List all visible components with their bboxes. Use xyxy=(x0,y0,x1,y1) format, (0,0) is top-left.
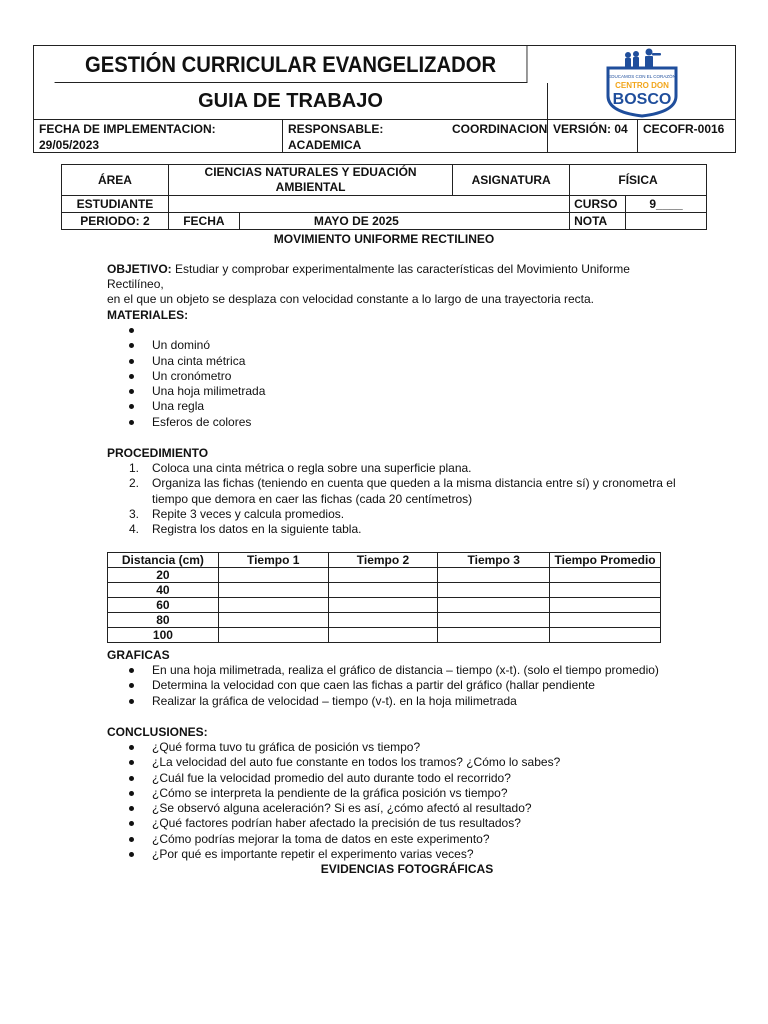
table-row xyxy=(108,628,661,643)
objetivo-text-1: Estudiar y comprobar experimentalmente las características del Movimiento Uniforme Rectilíneo, xyxy=(107,262,630,291)
logo-name-top: CENTRO DON xyxy=(615,81,669,90)
table-row xyxy=(108,598,661,613)
list-item: ¿Cuál fue la velocidad promedio del auto durante todo el recorrido? xyxy=(107,771,687,786)
list-item: ¿Qué forma tuvo tu gráfica de posición vs tiempo? xyxy=(107,740,687,755)
conclusiones-section xyxy=(107,725,687,862)
table-row xyxy=(108,568,661,583)
responsable-value: COORDINACION xyxy=(452,122,548,136)
materiales-heading: MATERIALES: xyxy=(107,308,189,322)
asignatura-value: FÍSICA xyxy=(570,165,707,196)
fecha-value-text: MAYO DE 2025 xyxy=(313,213,399,228)
input-cell[interactable] xyxy=(550,598,661,613)
responsable-label: RESPONSABLE: xyxy=(288,122,384,136)
area-label: ÁREA xyxy=(62,165,169,196)
table-header-row xyxy=(108,553,661,568)
don-bosco-logo xyxy=(548,46,735,120)
fecha-implementacion: FECHA DE IMPLEMENTACION: 29/05/2023 xyxy=(34,120,283,153)
header-subtitle: GUIA DE TRABAJO xyxy=(34,83,548,120)
materiales-section xyxy=(107,308,667,430)
input-cell[interactable] xyxy=(438,568,550,583)
estudiante-value[interactable] xyxy=(168,196,569,213)
list-item: ¿Se observó alguna aceleración? Si es así, ¿cómo afectó al resultado? xyxy=(107,801,687,816)
asignatura-label: ASIGNATURA xyxy=(453,165,570,196)
input-cell[interactable] xyxy=(328,628,438,643)
list-item: 4. Registra los datos en la siguiente tabla. xyxy=(129,522,362,537)
column-header: Tiempo 3 xyxy=(438,553,550,568)
input-cell[interactable] xyxy=(550,613,661,628)
responsable-cell xyxy=(283,120,548,153)
input-cell[interactable] xyxy=(438,583,550,598)
objetivo-text-2: en el que un objeto se desplaza con velocidad constante a lo largo de una trayectoria recta. xyxy=(107,292,594,306)
list-item: Una regla xyxy=(107,399,667,414)
list-item: ¿Cómo se interpreta la pendiente de la gráfica posición vs tiempo? xyxy=(107,786,687,801)
input-cell[interactable] xyxy=(328,598,438,613)
list-item: Determina la velocidad con que caen las fichas a partir del gráfico (hallar pendiente xyxy=(107,678,687,693)
list-item: ¿La velocidad del auto fue constante en todos los tramos? ¿Cómo lo sabes? xyxy=(107,755,687,770)
list-item: Un cronómetro xyxy=(107,369,667,384)
input-cell[interactable] xyxy=(550,583,661,598)
list-item: Esferos de colores xyxy=(107,415,667,430)
list-item: Una hoja milimetrada xyxy=(107,384,667,399)
list-item: ¿Cómo podrías mejorar la toma de datos en este experimento? xyxy=(107,832,687,847)
table-row xyxy=(108,613,661,628)
info-table xyxy=(61,164,707,230)
conclusiones-heading: CONCLUSIONES: xyxy=(107,725,208,739)
table-row xyxy=(108,583,661,598)
objetivo-label: OBJETIVO: xyxy=(107,262,172,276)
document-title: MOVIMIENTO UNIFORME RECTILINEO xyxy=(273,232,495,246)
list-item: 3. Repite 3 veces y calcula promedios. xyxy=(129,506,345,521)
list-item: Un dominó xyxy=(107,338,667,353)
list-item xyxy=(107,323,667,338)
input-cell[interactable] xyxy=(328,613,438,628)
distance-cell: 40 xyxy=(108,583,219,598)
input-cell[interactable] xyxy=(328,568,438,583)
list-item: ¿Por qué es importante repetir el experimento varias veces? xyxy=(107,847,687,862)
conclusiones-list xyxy=(107,740,687,862)
input-cell[interactable] xyxy=(550,628,661,643)
logo-name-main: BOSCO xyxy=(612,91,672,108)
logo-tagline: EDUCAMOS CON EL CORAZÓN xyxy=(608,74,676,79)
periodo-label: PERIODO: 2 xyxy=(62,213,169,230)
column-header: Tiempo Promedio xyxy=(550,553,661,568)
list-item: En una hoja milimetrada, realiza el gráfico de distancia – tiempo (x-t). (solo el tiempo promedio) xyxy=(107,663,687,678)
graficas-heading: GRAFICAS xyxy=(107,648,170,662)
input-cell[interactable] xyxy=(218,598,328,613)
materiales-list xyxy=(107,323,667,430)
area-value: CIENCIAS NATURALES Y EDUACIÓN AMBIENTAL xyxy=(168,165,452,196)
logo-cell xyxy=(548,46,735,120)
graficas-section xyxy=(107,648,687,709)
input-cell[interactable] xyxy=(218,628,328,643)
input-cell[interactable] xyxy=(438,628,550,643)
fecha-value xyxy=(239,213,569,230)
graficas-list xyxy=(107,663,687,709)
nota-label: NOTA xyxy=(570,213,626,230)
column-header: Distancia (cm) xyxy=(108,553,219,568)
estudiante-label: ESTUDIANTE xyxy=(62,196,169,213)
version: VERSIÓN: 04 xyxy=(548,120,638,153)
list-item: 1. Coloca una cinta métrica o regla sobre una superficie plana. xyxy=(129,461,472,475)
input-cell[interactable] xyxy=(218,613,328,628)
objetivo-section xyxy=(107,262,667,307)
distance-cell: 80 xyxy=(108,613,219,628)
column-header: Tiempo 1 xyxy=(218,553,328,568)
list-item: Realizar la gráfica de velocidad – tiempo (v-t). en la hoja milimetrada xyxy=(107,694,687,709)
list-item: Una cinta métrica xyxy=(107,354,667,369)
data-table xyxy=(107,552,661,643)
evidencias-heading: EVIDENCIAS FOTOGRÁFICAS xyxy=(320,862,494,876)
column-header: Tiempo 2 xyxy=(328,553,438,568)
input-cell[interactable] xyxy=(218,583,328,598)
header-title: GESTIÓN CURRICULAR EVANGELIZADOR xyxy=(55,46,528,83)
procedimiento-heading: PROCEDIMIENTO xyxy=(107,446,209,460)
procedimiento-list xyxy=(107,461,677,537)
distance-cell: 100 xyxy=(108,628,219,643)
input-cell[interactable] xyxy=(438,598,550,613)
input-cell[interactable] xyxy=(438,613,550,628)
responsable-value-2: ACADEMICA xyxy=(288,138,362,152)
list-item: 2. Organiza las fichas (teniendo en cuenta que queden a la misma distancia entre sí) y cronometra el tiempo que demora en caer las fichas (cada 20 centímetros) xyxy=(129,476,676,506)
fecha-label: FECHA xyxy=(168,213,239,230)
input-cell[interactable] xyxy=(550,568,661,583)
curso-value[interactable]: 9____ xyxy=(626,196,707,213)
distance-cell: 20 xyxy=(108,568,219,583)
input-cell[interactable] xyxy=(218,568,328,583)
list-item: ¿Qué factores podrían haber afectado la precisión de tus resultados? xyxy=(107,816,687,831)
document-header xyxy=(33,45,736,153)
document-code: CECOFR-0016 xyxy=(643,122,725,136)
distance-cell: 60 xyxy=(108,598,219,613)
curso-label: CURSO xyxy=(570,196,626,213)
procedimiento-section xyxy=(107,446,677,537)
input-cell[interactable] xyxy=(328,583,438,598)
nota-value[interactable] xyxy=(626,213,707,230)
